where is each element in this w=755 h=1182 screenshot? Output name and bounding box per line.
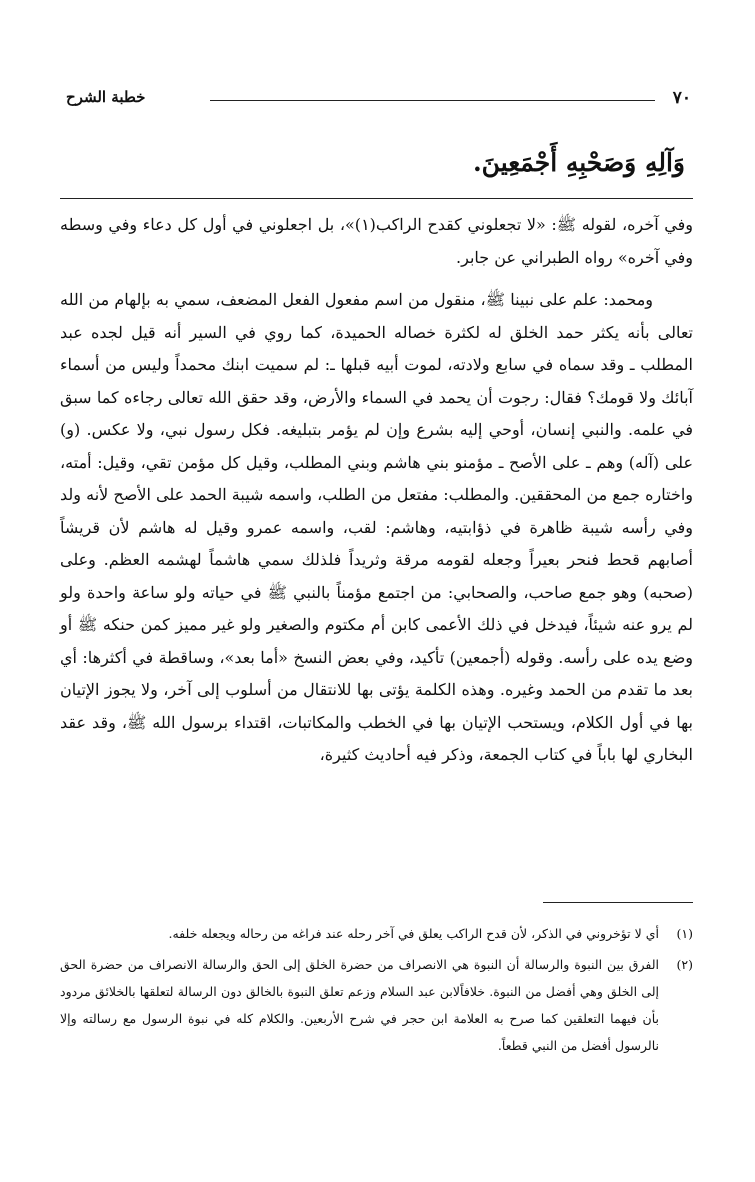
footnote-item xyxy=(60,951,693,1059)
commentary-paragraph: وفي آخره، لقوله ﷺ: «لا تجعلوني كقدح الراكب(١)»، بل اجعلوني في أول كل دعاء وفي وسطه وفي آخره» رواه الطبراني عن جابر. xyxy=(60,215,694,267)
footnote-number: (٢) xyxy=(676,957,693,972)
chapter-title: خطبة الشرح xyxy=(66,88,146,106)
footnote-text: الفرق بين النبوة والرسالة أن النبوة هي الانصراف من حضرة الخلق إلى الحق والرسالة الانصراف من حضرة الحق إلى الخلق وهي أفضل من النبوة. خلافاًلابن عبد السلام وزعم تعلق النبوة بالخالق دون الرسالة لتعلقها بالخلائق مردود بأن فيهما التعلقين كما صرح به العلامة ابن حجر في شرح الأربعين. والكلام كله في نبوة الرسول مع رسالته وإلا نالرسول أفضل من النبي قطعاً. xyxy=(60,957,659,1053)
commentary-body xyxy=(60,209,693,772)
book-page xyxy=(60,84,693,1182)
page-number: ٧٠ xyxy=(672,88,691,108)
running-header xyxy=(60,84,693,114)
footnote-item xyxy=(60,920,693,947)
commentary-paragraph: ومحمد: علم على نبينا ﷺ، منقول من اسم مفعول الفعل المضعف، سمي به بإلهام من الله تعالى بأنه يكثر حمد الخلق له لكثرة خصاله الحميدة، كما روي في السير أنه قيل لجده عبد المطلب ـ وقد سماه في سابع ولادته، لموت أبيه قبلها ـ: لم سميت ابنك محمداً وليس من أسماء آبائك ولا قومك؟ فقال: رجوت أن يحمد في السماء والأرض، وقد حقق الله تعالى رجاءه كما سبق في علمه. والنبي إنسان، أوحي إليه بشرع وإن لم يؤمر بتبليغه. فكل رسول نبي، ولا عكس. (و) على (آله) وهم ـ على الأصح ـ مؤمنو بني هاشم وبني المطلب، وقيل كل مؤمن تقي، وقيل: أمته، واختاره جمع من المحققين. والمطلب: مفتعل من الطلب، واسمه شيبة الحمد على الأصح لأنه ولد وفي رأسه شيبة ظاهرة في ذؤابتيه، وهاشم: لقب، واسمه عمرو وقيل له هاشم لأن قريشاً أصابهم قحط فنحر بعيراً وجعله لقومه مرقة وثريداً فلذلك سمي هاشماً لهشمه العظم. وعلى (صحبه) وهو جمع صاحب، والصحابي: من اجتمع مؤمناً بالنبي ﷺ في حياته ولو ساعة واحدة ولو لم يرو عنه شيئاً، فيدخل في ذلك الأعمى كابن أم مكتوم والصغير ولو غير مميز كمن حنكه ﷺ أو وضع يده على رأسه. وقوله (أجمعين) تأكيد، وفي بعض النسخ «أما بعد»، وساقطة في أكثرها: أي بعد ما تقدم من الحمد وغيره. وهذه الكلمة يؤتى بها للانتقال من أسلوب إلى آخر، ولا يجوز الإتيان بها في أول الكلام، ويستحب الإتيان بها في الخطب والمكاتبات، اقتداء برسول الله ﷺ، وقد عقد البخاري لها باباً في كتاب الجمعة، وذكر فيه أحاديث كثيرة، xyxy=(60,290,694,764)
header-rule xyxy=(210,100,655,101)
matn-verse: وَآلِهِ وَصَحْبِهِ أَجْمَعِينَ. xyxy=(472,148,685,177)
footnote-text: أي لا تؤخروني في الذكر، لأن قدح الراكب يعلق في آخر رحله عند فراغه من رحاله ويجعله خلفه. xyxy=(168,926,659,941)
footnote-number: (١) xyxy=(676,926,693,941)
footnotes xyxy=(60,920,693,1063)
footnote-separator xyxy=(543,902,693,903)
matn-separator xyxy=(60,198,693,199)
